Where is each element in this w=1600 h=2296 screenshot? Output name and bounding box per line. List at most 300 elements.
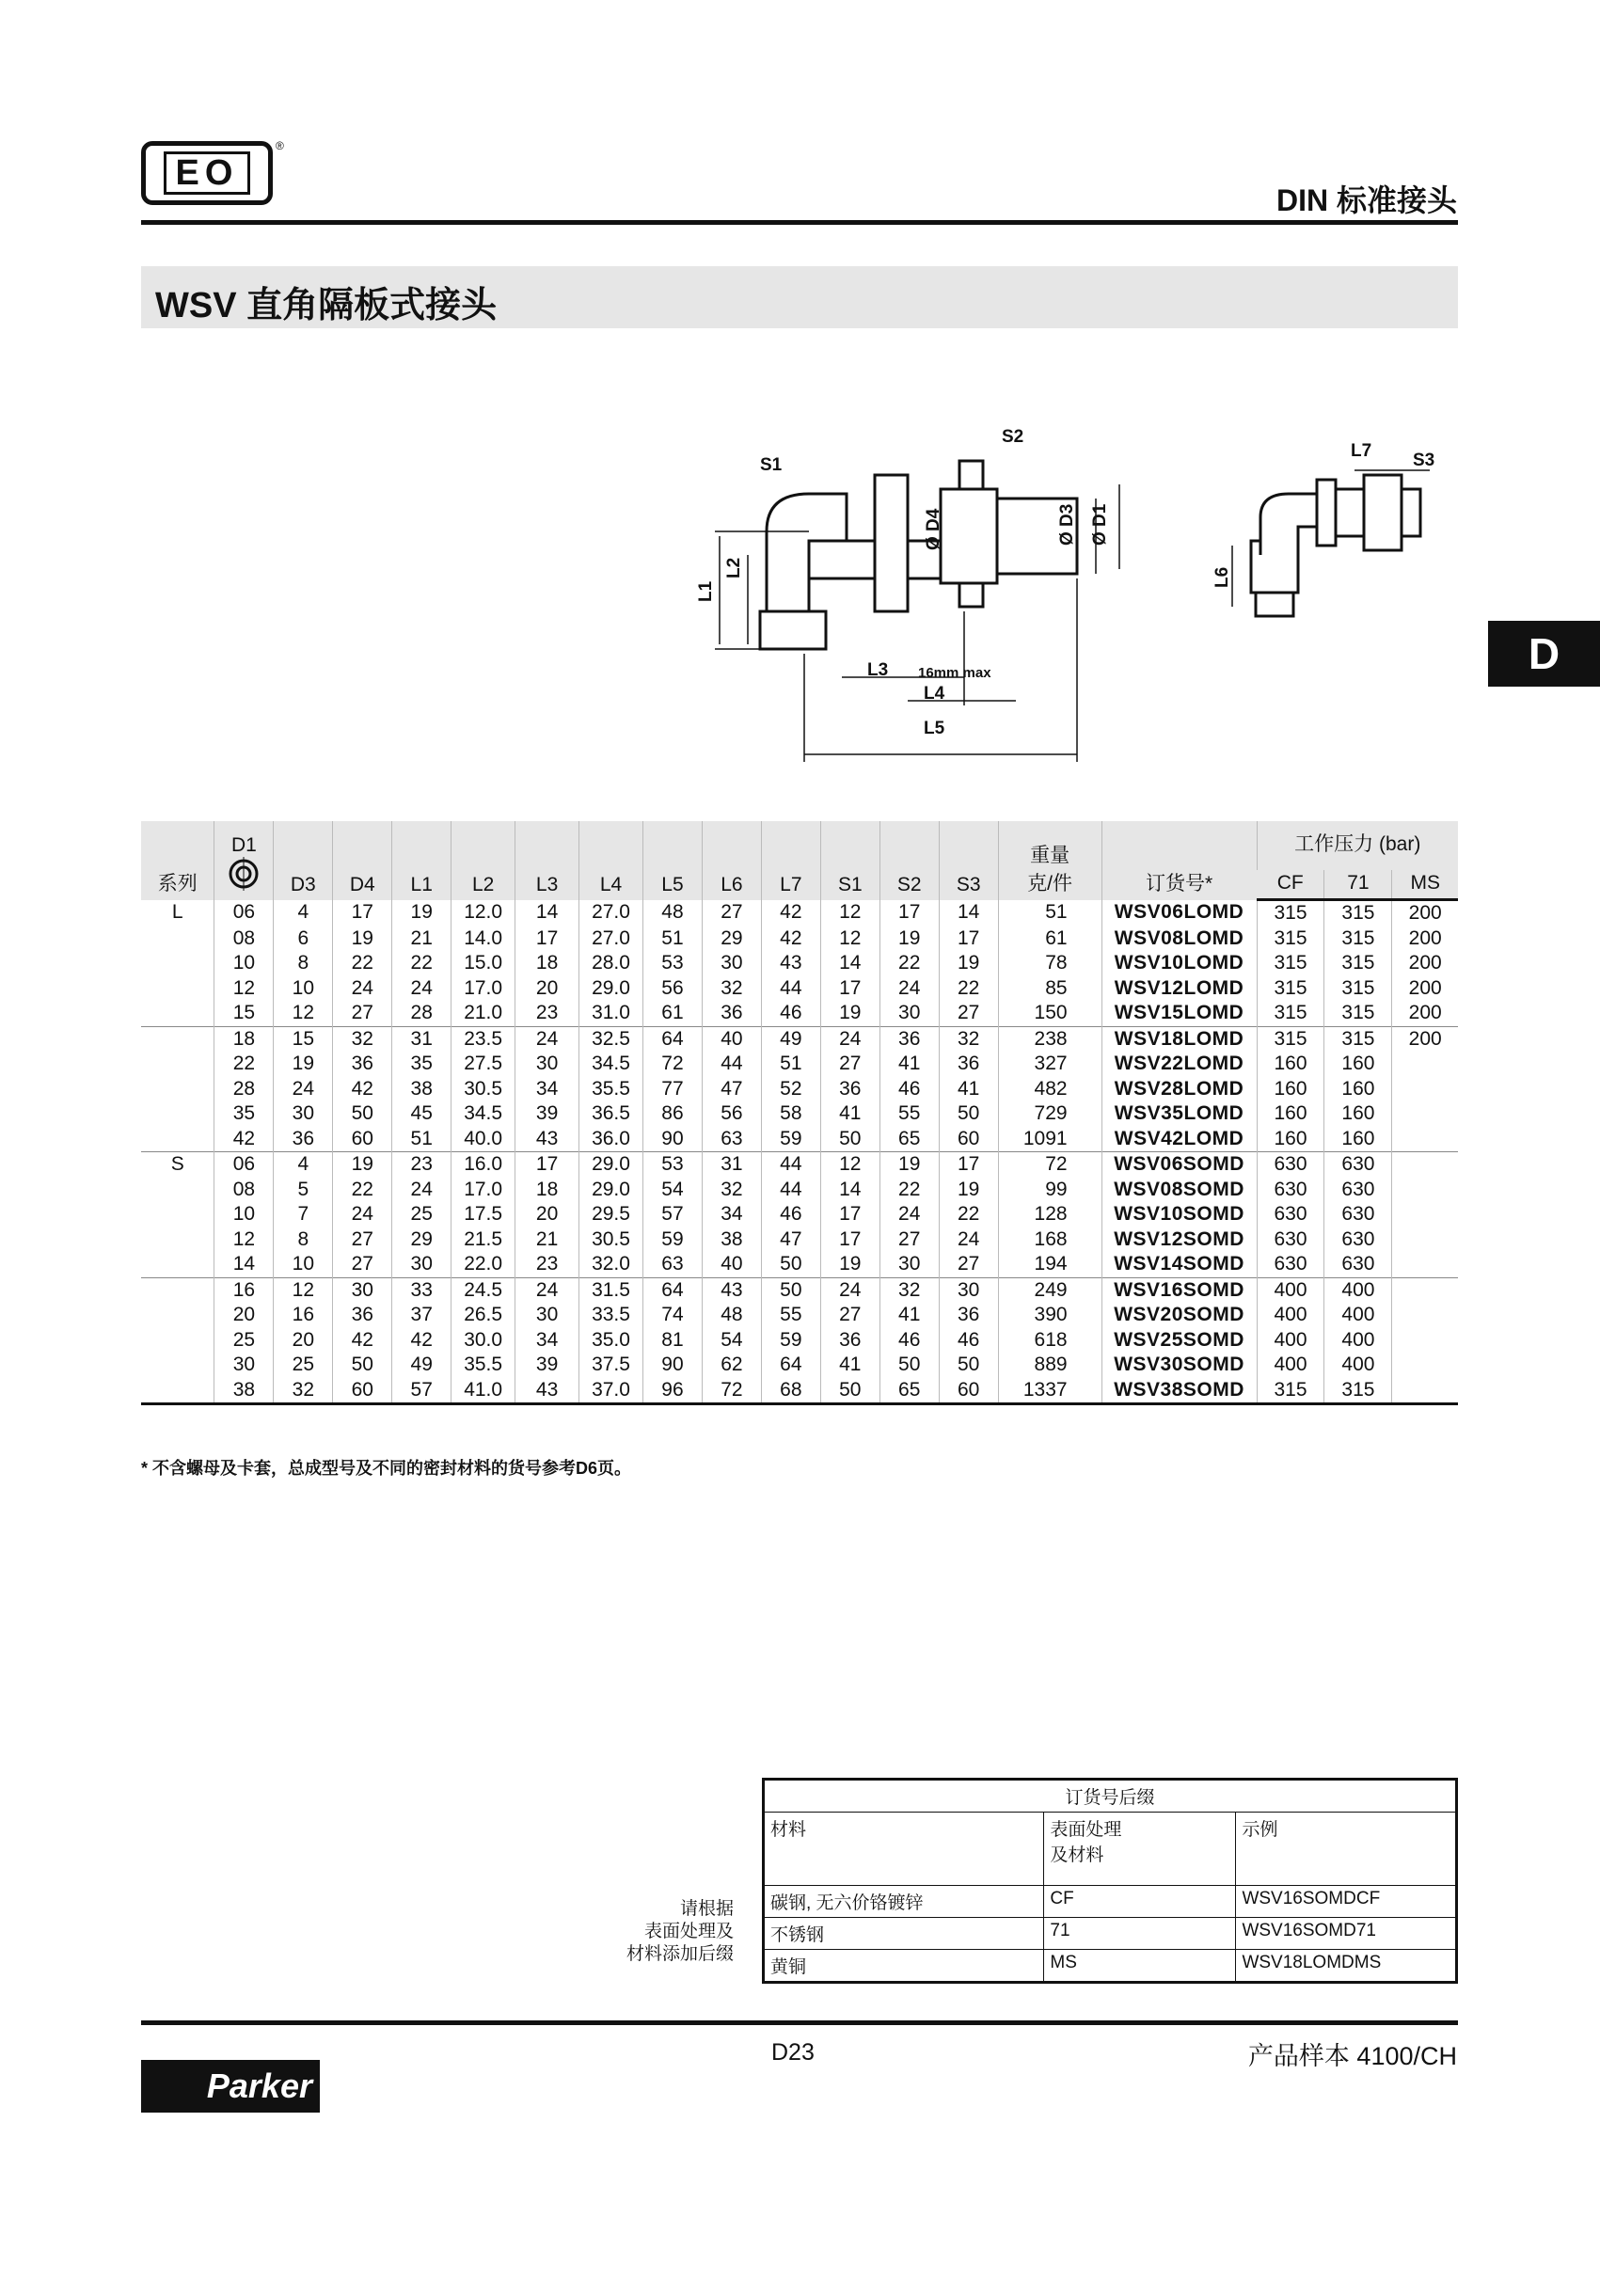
- table-cell: 86: [643, 1101, 703, 1127]
- table-cell: 48: [643, 900, 703, 926]
- table-cell: WSV28LOMD: [1101, 1077, 1257, 1102]
- table-cell: 12: [214, 1227, 274, 1253]
- table-cell: 315: [1324, 1378, 1392, 1404]
- table-cell: 30: [879, 1252, 939, 1277]
- table-row: [141, 926, 1458, 952]
- footnote: * 不含螺母及卡套，总成型号及不同的密封材料的货号参考D6页。: [141, 1459, 632, 1478]
- table-cell: 25: [214, 1328, 274, 1354]
- table-cell: 72: [998, 1152, 1101, 1178]
- table-cell: 315: [1257, 1001, 1324, 1026]
- suffix-row: [764, 1918, 1457, 1950]
- label-16mm: 16mm max: [918, 665, 991, 681]
- table-cell: 14: [939, 900, 998, 926]
- table-cell: 17: [820, 1202, 879, 1227]
- suffix-col-example: 示例: [1236, 1813, 1457, 1886]
- table-cell: 81: [643, 1328, 703, 1354]
- table-cell: 200: [1392, 951, 1458, 976]
- table-cell: 17.0: [451, 976, 515, 1002]
- table-cell: WSV22LOMD: [1101, 1052, 1257, 1077]
- table-row: [141, 1353, 1458, 1378]
- suffix-cell: 碳钢, 无六价铬镀锌: [764, 1886, 1044, 1918]
- section-tab: D: [1488, 621, 1600, 687]
- table-cell: 50: [820, 1378, 879, 1404]
- table-cell: 30: [515, 1052, 579, 1077]
- table-cell: 27: [333, 1001, 392, 1026]
- page-number: D23: [771, 2039, 815, 2066]
- table-cell: WSV12SOMD: [1101, 1227, 1257, 1253]
- table-cell: 50: [333, 1353, 392, 1378]
- table-cell: 50: [761, 1277, 820, 1303]
- table-cell: WSV16SOMD: [1101, 1277, 1257, 1303]
- table-cell: 37.0: [579, 1378, 643, 1404]
- table-cell: 249: [998, 1277, 1101, 1303]
- table-cell: 63: [702, 1127, 761, 1152]
- table-cell: 18: [515, 1178, 579, 1203]
- table-cell: 39: [515, 1101, 579, 1127]
- table-row: [141, 1101, 1458, 1127]
- table-cell: 150: [998, 1001, 1101, 1026]
- table-cell: 400: [1257, 1328, 1324, 1354]
- table-cell: 32: [939, 1026, 998, 1052]
- table-cell: 27.0: [579, 926, 643, 952]
- table-cell: WSV25SOMD: [1101, 1328, 1257, 1354]
- table-row: [141, 1303, 1458, 1328]
- label-l3: L3: [867, 660, 889, 680]
- table-cell: 08: [214, 926, 274, 952]
- table-cell: [141, 1101, 214, 1127]
- table-cell: 44: [702, 1052, 761, 1077]
- table-cell: 194: [998, 1252, 1101, 1277]
- table-cell: 42: [761, 926, 820, 952]
- table-cell: 24: [515, 1277, 579, 1303]
- table-cell: 68: [761, 1378, 820, 1404]
- table-cell: 12: [820, 900, 879, 926]
- table-cell: 889: [998, 1353, 1101, 1378]
- table-cell: 630: [1324, 1252, 1392, 1277]
- table-cell: 400: [1324, 1303, 1392, 1328]
- table-cell: 60: [333, 1378, 392, 1404]
- table-cell: 51: [998, 900, 1101, 926]
- table-cell: 30: [515, 1303, 579, 1328]
- table-cell: [141, 1378, 214, 1404]
- table-cell: 65: [879, 1127, 939, 1152]
- table-cell: 46: [939, 1328, 998, 1354]
- table-cell: [141, 1353, 214, 1378]
- table-cell: 29.5: [579, 1202, 643, 1227]
- table-cell: 28: [392, 1001, 451, 1026]
- table-cell: 32: [333, 1026, 392, 1052]
- table-cell: 160: [1324, 1077, 1392, 1102]
- table-cell: 12: [820, 1152, 879, 1178]
- label-l7: L7: [1351, 441, 1372, 461]
- table-cell: 08: [214, 1178, 274, 1203]
- table-cell: 63: [643, 1252, 703, 1277]
- label-l1: L1: [696, 580, 716, 602]
- table-cell: 400: [1257, 1353, 1324, 1378]
- section-title: DIN 标准接头: [1275, 183, 1457, 217]
- th-s1: S1: [820, 821, 879, 900]
- table-cell: 36: [879, 1026, 939, 1052]
- table-cell: 60: [939, 1127, 998, 1152]
- th-d1: D1: [214, 821, 274, 900]
- table-cell: 24: [879, 1202, 939, 1227]
- table-cell: 90: [643, 1353, 703, 1378]
- table-cell: 06: [214, 900, 274, 926]
- table-cell: 38: [702, 1227, 761, 1253]
- table-cell: 19: [939, 1178, 998, 1203]
- table-cell: 51: [392, 1127, 451, 1152]
- table-cell: 17: [820, 1227, 879, 1253]
- page-title: WSV 直角隔板式接头: [155, 286, 498, 325]
- th-d4: D4: [333, 821, 392, 900]
- table-cell: 27: [820, 1052, 879, 1077]
- table-cell: 24: [879, 976, 939, 1002]
- table-row: [141, 1277, 1458, 1303]
- table-cell: 29: [702, 926, 761, 952]
- table-cell: 64: [643, 1277, 703, 1303]
- catalog-number: 产品样本 4100/CH: [1247, 2042, 1457, 2070]
- table-cell: 31: [392, 1026, 451, 1052]
- table-cell: [1392, 1378, 1458, 1404]
- table-cell: 19: [939, 951, 998, 976]
- table-cell: 44: [761, 1178, 820, 1203]
- table-cell: 400: [1257, 1303, 1324, 1328]
- table-cell: 27: [333, 1252, 392, 1277]
- table-cell: WSV10SOMD: [1101, 1202, 1257, 1227]
- table-cell: 64: [761, 1353, 820, 1378]
- table-cell: 06: [214, 1152, 274, 1178]
- table-cell: [141, 1202, 214, 1227]
- table-cell: 15: [214, 1001, 274, 1026]
- suffix-cell: WSV16SOMD71: [1236, 1918, 1457, 1950]
- registered-mark: ®: [276, 139, 284, 152]
- table-cell: [141, 1026, 214, 1052]
- table-cell: 34: [702, 1202, 761, 1227]
- table-cell: 8: [274, 951, 333, 976]
- table-cell: 61: [998, 926, 1101, 952]
- table-cell: 1091: [998, 1127, 1101, 1152]
- table-cell: 22: [333, 951, 392, 976]
- suffix-cell: MS: [1044, 1950, 1236, 1983]
- table-cell: 59: [761, 1127, 820, 1152]
- table-cell: 14.0: [451, 926, 515, 952]
- suffix-cell: 71: [1044, 1918, 1236, 1950]
- label-l2: L2: [724, 557, 744, 578]
- table-cell: [1392, 1227, 1458, 1253]
- table-cell: 10: [274, 976, 333, 1002]
- table-cell: 46: [879, 1077, 939, 1102]
- table-cell: 630: [1257, 1202, 1324, 1227]
- table-cell: 12: [820, 926, 879, 952]
- table-cell: WSV14SOMD: [1101, 1252, 1257, 1277]
- table-cell: 630: [1257, 1252, 1324, 1277]
- table-cell: 60: [939, 1378, 998, 1404]
- table-cell: 32: [702, 1178, 761, 1203]
- label-d3: Ø D3: [1057, 503, 1077, 546]
- table-cell: 25: [274, 1353, 333, 1378]
- table-cell: 33: [392, 1277, 451, 1303]
- table-cell: WSV20SOMD: [1101, 1303, 1257, 1328]
- table-cell: 44: [761, 1152, 820, 1178]
- table-cell: 30: [392, 1252, 451, 1277]
- table-cell: 200: [1392, 900, 1458, 926]
- table-cell: 54: [702, 1328, 761, 1354]
- table-cell: 31.5: [579, 1277, 643, 1303]
- table-cell: [1392, 1328, 1458, 1354]
- table-cell: 53: [643, 951, 703, 976]
- suffix-table: [762, 1778, 1458, 1984]
- table-cell: 20: [274, 1328, 333, 1354]
- table-cell: 14: [515, 900, 579, 926]
- table-cell: 315: [1257, 926, 1324, 952]
- table-cell: 19: [333, 926, 392, 952]
- table-cell: 30.0: [451, 1328, 515, 1354]
- table-cell: [141, 1277, 214, 1303]
- table-cell: 28: [214, 1077, 274, 1102]
- table-cell: 23: [515, 1001, 579, 1026]
- table-cell: WSV08SOMD: [1101, 1178, 1257, 1203]
- table-cell: 41: [820, 1353, 879, 1378]
- table-cell: 1337: [998, 1378, 1101, 1404]
- table-cell: 630: [1257, 1227, 1324, 1253]
- table-cell: 49: [392, 1353, 451, 1378]
- table-cell: 99: [998, 1178, 1101, 1203]
- table-cell: 35: [214, 1101, 274, 1127]
- table-cell: 36: [333, 1303, 392, 1328]
- table-cell: [141, 926, 214, 952]
- table-cell: 36.0: [579, 1127, 643, 1152]
- table-cell: 35: [392, 1052, 451, 1077]
- table-cell: 21.0: [451, 1001, 515, 1026]
- table-cell: 35.5: [579, 1077, 643, 1102]
- table-cell: 4: [274, 900, 333, 926]
- table-cell: 53: [643, 1152, 703, 1178]
- table-cell: 19: [392, 900, 451, 926]
- table-cell: WSV12LOMD: [1101, 976, 1257, 1002]
- table-cell: 200: [1392, 1001, 1458, 1026]
- table-cell: 47: [702, 1077, 761, 1102]
- table-cell: 200: [1392, 976, 1458, 1002]
- table-row: [141, 1227, 1458, 1253]
- table-cell: 729: [998, 1101, 1101, 1127]
- table-cell: 14: [214, 1252, 274, 1277]
- table-cell: 60: [333, 1127, 392, 1152]
- table-cell: 238: [998, 1026, 1101, 1052]
- table-row: [141, 1077, 1458, 1102]
- suffix-title: 订货号后缀: [764, 1780, 1457, 1813]
- table-cell: 40: [702, 1026, 761, 1052]
- header-rule: [141, 220, 1458, 225]
- th-ms: MS: [1392, 870, 1458, 900]
- table-cell: 482: [998, 1077, 1101, 1102]
- table-cell: 8: [274, 1227, 333, 1253]
- table-cell: 30: [214, 1353, 274, 1378]
- table-cell: 10: [274, 1252, 333, 1277]
- table-cell: 315: [1324, 1001, 1392, 1026]
- fitting-drawing: [677, 414, 1467, 781]
- table-cell: 56: [643, 976, 703, 1002]
- table-row: [141, 1052, 1458, 1077]
- suffix-row: [764, 1886, 1457, 1918]
- table-cell: 168: [998, 1227, 1101, 1253]
- table-cell: 17: [939, 1152, 998, 1178]
- table-cell: 24: [333, 976, 392, 1002]
- table-cell: 315: [1257, 951, 1324, 976]
- table-cell: [141, 1052, 214, 1077]
- table-cell: 22: [879, 1178, 939, 1203]
- table-cell: [141, 951, 214, 976]
- table-cell: 24: [939, 1227, 998, 1253]
- table-cell: WSV30SOMD: [1101, 1353, 1257, 1378]
- table-cell: 30.5: [579, 1227, 643, 1253]
- table-cell: [1392, 1077, 1458, 1102]
- th-l1: L1: [392, 821, 451, 900]
- table-cell: 39: [515, 1353, 579, 1378]
- table-cell: 160: [1324, 1052, 1392, 1077]
- table-cell: 46: [761, 1001, 820, 1026]
- table-cell: [1392, 1353, 1458, 1378]
- table-cell: 46: [761, 1202, 820, 1227]
- table-cell: 41: [879, 1052, 939, 1077]
- table-cell: 36: [820, 1328, 879, 1354]
- th-l3: L3: [515, 821, 579, 900]
- table-cell: 32: [879, 1277, 939, 1303]
- table-cell: 50: [879, 1353, 939, 1378]
- table-cell: 31: [702, 1152, 761, 1178]
- table-cell: 42: [392, 1328, 451, 1354]
- table-cell: 315: [1324, 1026, 1392, 1052]
- table-cell: 31.0: [579, 1001, 643, 1026]
- table-cell: 14: [820, 951, 879, 976]
- table-cell: 35.5: [451, 1353, 515, 1378]
- table-cell: 630: [1324, 1178, 1392, 1203]
- table-cell: 23: [515, 1252, 579, 1277]
- table-cell: 62: [702, 1353, 761, 1378]
- table-cell: 43: [702, 1277, 761, 1303]
- table-cell: 17: [333, 900, 392, 926]
- table-cell: 315: [1324, 926, 1392, 952]
- table-cell: 200: [1392, 1026, 1458, 1052]
- table-cell: 20: [515, 1202, 579, 1227]
- d1-symbol-icon: [227, 857, 261, 891]
- table-cell: L: [171, 900, 183, 923]
- table-cell: 36: [274, 1127, 333, 1152]
- table-cell: 27: [333, 1227, 392, 1253]
- table-cell: 19: [879, 1152, 939, 1178]
- table-cell: 40: [702, 1252, 761, 1277]
- table-cell: 24: [392, 1178, 451, 1203]
- table-cell: 42: [214, 1127, 274, 1152]
- table-cell: 34.5: [579, 1052, 643, 1077]
- table-cell: 30: [274, 1101, 333, 1127]
- table-cell: 50: [761, 1252, 820, 1277]
- table-cell: 50: [333, 1101, 392, 1127]
- table-cell: [141, 1303, 214, 1328]
- label-d4: Ø D4: [924, 508, 943, 550]
- table-cell: 48: [702, 1303, 761, 1328]
- table-cell: 37: [392, 1303, 451, 1328]
- table-cell: 38: [392, 1077, 451, 1102]
- table-cell: 27: [820, 1303, 879, 1328]
- table-cell: 12: [274, 1001, 333, 1026]
- table-cell: 45: [392, 1101, 451, 1127]
- table-cell: WSV10LOMD: [1101, 951, 1257, 976]
- table-cell: 32.0: [579, 1252, 643, 1277]
- table-cell: 400: [1324, 1277, 1392, 1303]
- table-cell: 57: [392, 1378, 451, 1404]
- th-71: 71: [1324, 870, 1392, 900]
- table-cell: 36.5: [579, 1101, 643, 1127]
- table-cell: 22: [392, 951, 451, 976]
- table-cell: 43: [515, 1127, 579, 1152]
- table-cell: 58: [761, 1101, 820, 1127]
- suffix-cell: 不锈钢: [764, 1918, 1044, 1950]
- table-cell: [141, 976, 214, 1002]
- table-cell: 30: [702, 951, 761, 976]
- table-cell: 17.5: [451, 1202, 515, 1227]
- table-cell: 55: [879, 1101, 939, 1127]
- parker-logo: Parker: [141, 2060, 320, 2113]
- table-cell: 17: [879, 900, 939, 926]
- table-cell: 55: [761, 1303, 820, 1328]
- table-cell: 32: [702, 976, 761, 1002]
- table-cell: 22: [879, 951, 939, 976]
- th-d3: D3: [274, 821, 333, 900]
- table-cell: 630: [1324, 1227, 1392, 1253]
- table-row: [141, 1328, 1458, 1354]
- table-cell: 315: [1257, 1026, 1324, 1052]
- label-d1: Ø D1: [1090, 503, 1110, 546]
- table-cell: WSV06SOMD: [1101, 1152, 1257, 1178]
- table-cell: 36: [820, 1077, 879, 1102]
- eo-logo: EO: [141, 141, 273, 205]
- suffix-row: [764, 1950, 1457, 1983]
- table-cell: 160: [1257, 1077, 1324, 1102]
- th-l2: L2: [451, 821, 515, 900]
- table-cell: 17.0: [451, 1178, 515, 1203]
- table-cell: 41: [939, 1077, 998, 1102]
- table-cell: 27.0: [579, 900, 643, 926]
- table-cell: 43: [515, 1378, 579, 1404]
- table-cell: 18: [214, 1026, 274, 1052]
- table-cell: 17: [515, 1152, 579, 1178]
- table-cell: 400: [1324, 1353, 1392, 1378]
- table-cell: [1392, 1152, 1458, 1178]
- table-cell: 19: [274, 1052, 333, 1077]
- th-l6: L6: [702, 821, 761, 900]
- table-cell: 29.0: [579, 1152, 643, 1178]
- table-cell: 33.5: [579, 1303, 643, 1328]
- table-cell: [1392, 1101, 1458, 1127]
- table-cell: 37.5: [579, 1353, 643, 1378]
- label-s2: S2: [1002, 427, 1024, 447]
- table-cell: [1392, 1178, 1458, 1203]
- table-cell: 49: [761, 1026, 820, 1052]
- table-cell: 27: [879, 1227, 939, 1253]
- table-row: [141, 1178, 1458, 1203]
- th-l4: L4: [579, 821, 643, 900]
- table-cell: 65: [879, 1378, 939, 1404]
- table-row: [141, 976, 1458, 1002]
- table-cell: 52: [761, 1077, 820, 1102]
- label-l6: L6: [1212, 566, 1232, 588]
- table-cell: 315: [1324, 951, 1392, 976]
- table-cell: 16.0: [451, 1152, 515, 1178]
- table-cell: [141, 1127, 214, 1152]
- table-cell: 34: [515, 1328, 579, 1354]
- table-cell: 128: [998, 1202, 1101, 1227]
- table-cell: 29.0: [579, 976, 643, 1002]
